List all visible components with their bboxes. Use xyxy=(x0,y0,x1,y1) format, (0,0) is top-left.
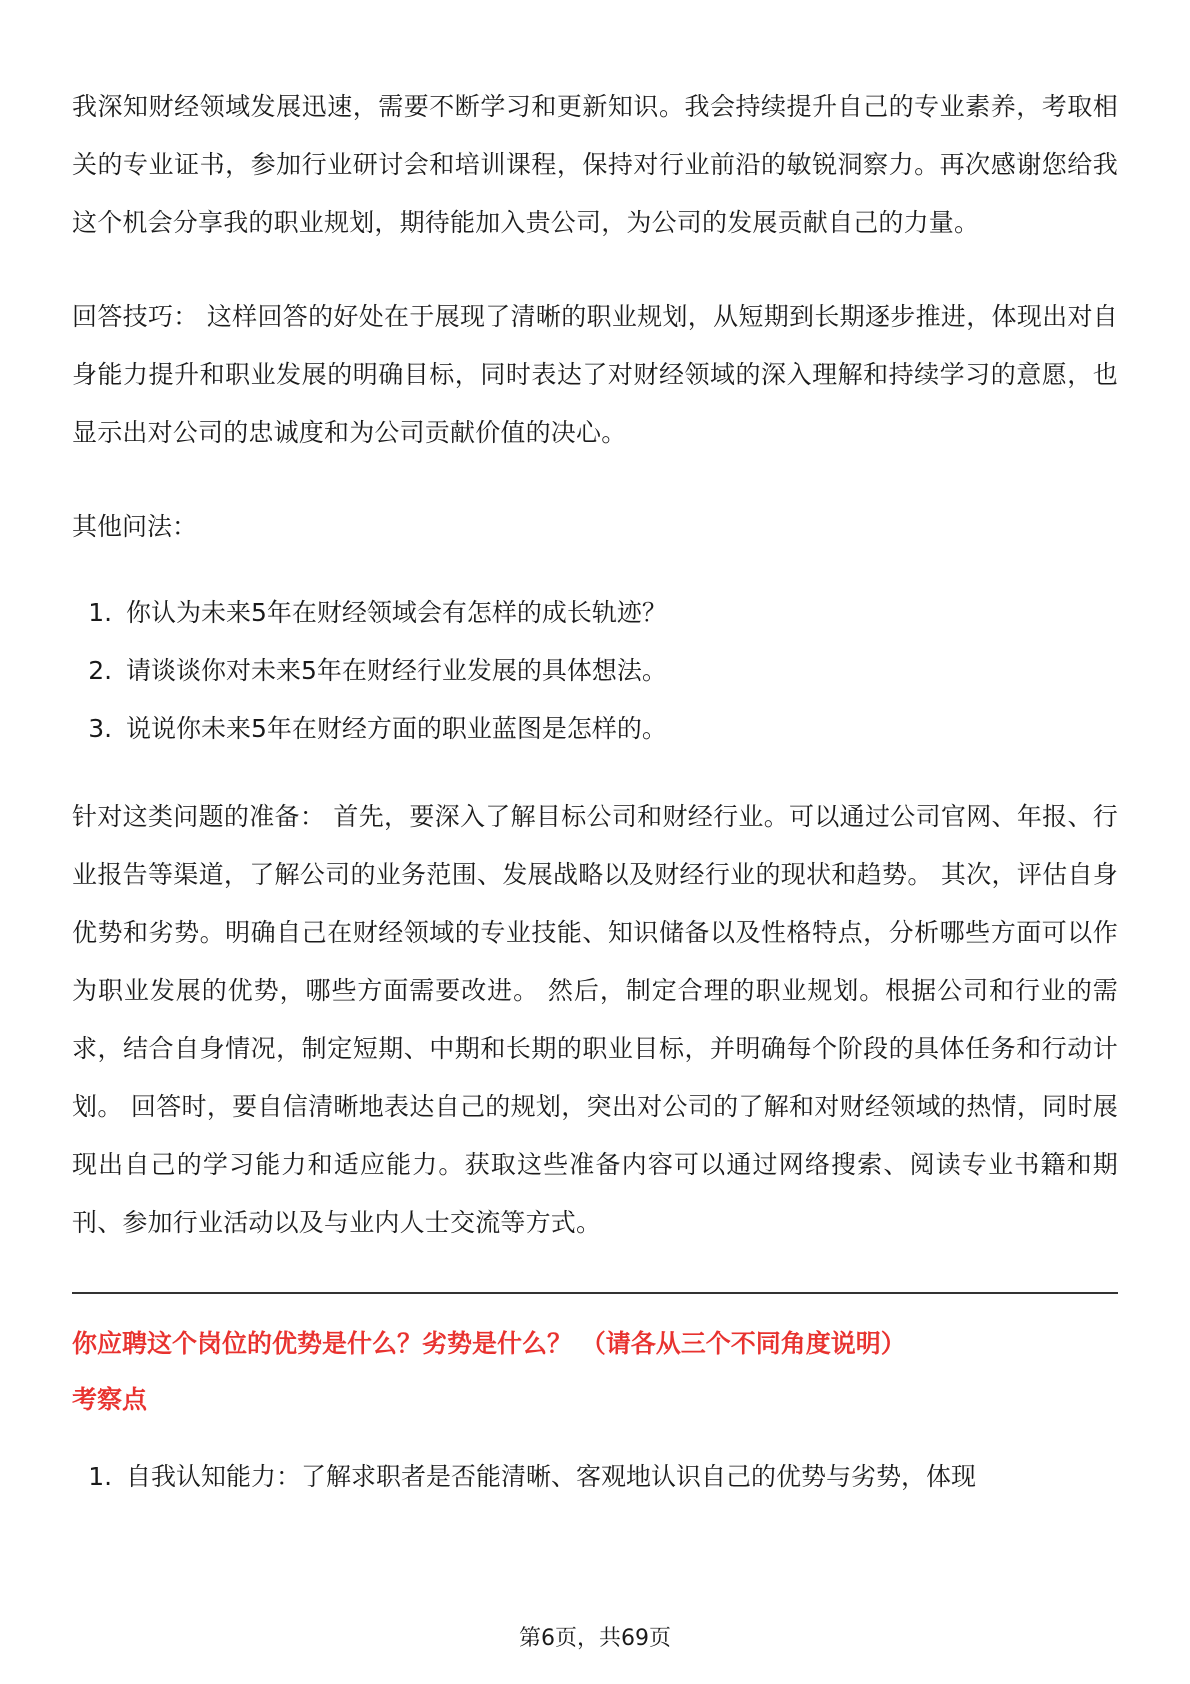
other-questions-list xyxy=(72,584,1118,758)
assessment-points-list xyxy=(72,1448,1118,1506)
list-item: 3. 说说你未来5年在财经方面的职业蓝图是怎样的。 xyxy=(120,700,1118,758)
other-questions-label: 其他问法： xyxy=(72,512,198,541)
question-title: 你应聘这个岗位的优势是什么？劣势是什么？ （请各从三个不同角度说明） xyxy=(72,1329,906,1358)
list-item: 1. 你认为未来5年在财经领域会有怎样的成长轨迹？ xyxy=(120,584,1118,642)
paragraph-career-plan-closing: 我深知财经领域发展迅速，需要不断学习和更新知识。我会持续提升自己的专业素养，考取相关的专业证书，参加行业研讨会和培训课程，保持对行业前沿的敏锐洞察力。再次感谢您给我这个机会分享我的职业规划，期待能加入贵公司，为公司的发展贡献自己的力量。 xyxy=(72,92,1118,237)
list-item: 2. 请谈谈你对未来5年在财经行业发展的具体想法。 xyxy=(120,642,1118,700)
list-item: 1. 自我认知能力：了解求职者是否能清晰、客观地认识自己的优势与劣势，体现 xyxy=(120,1448,1118,1506)
paragraph-answer-tips: 回答技巧： 这样回答的好处在于展现了清晰的职业规划，从短期到长期逐步推进，体现出对自身能力提升和职业发展的明确目标，同时表达了对财经领域的深入理解和持续学习的意愿，也显示出对公司的忠诚度和为公司贡献价值的决心。 xyxy=(72,302,1118,447)
section-label-assessment: 考察点 xyxy=(72,1385,148,1414)
paragraph-preparation: 针对这类问题的准备： 首先，要深入了解目标公司和财经行业。可以通过公司官网、年报、行业报告等渠道，了解公司的业务范围、发展战略以及财经行业的现状和趋势。 其次，评估自身优势和劣势。明确自己在财经领域的专业技能、知识储备以及性格特点，分析哪些方面可以作为职业发展的优势，哪些方面需要改进。 然后，制定合理的职业规划。根据公司和行业的需求，结合自身情况，制定短期、中期和长期的职业目标，并明确每个阶段的具体任务和行动计划。 回答时，要自信清晰地表达自己的规划，突出对公司的了解和对财经领域的热情，同时展现出自己的学习能力和适应能力。获取这些准备内容可以通过网络搜索、阅读专业书籍和期刊、参加行业活动以及与业内人士交流等方式。 xyxy=(72,802,1118,1237)
section-divider xyxy=(72,1292,1118,1294)
page-number-footer: 第6页，共69页 xyxy=(519,1626,671,1651)
document-page xyxy=(72,78,1118,1506)
